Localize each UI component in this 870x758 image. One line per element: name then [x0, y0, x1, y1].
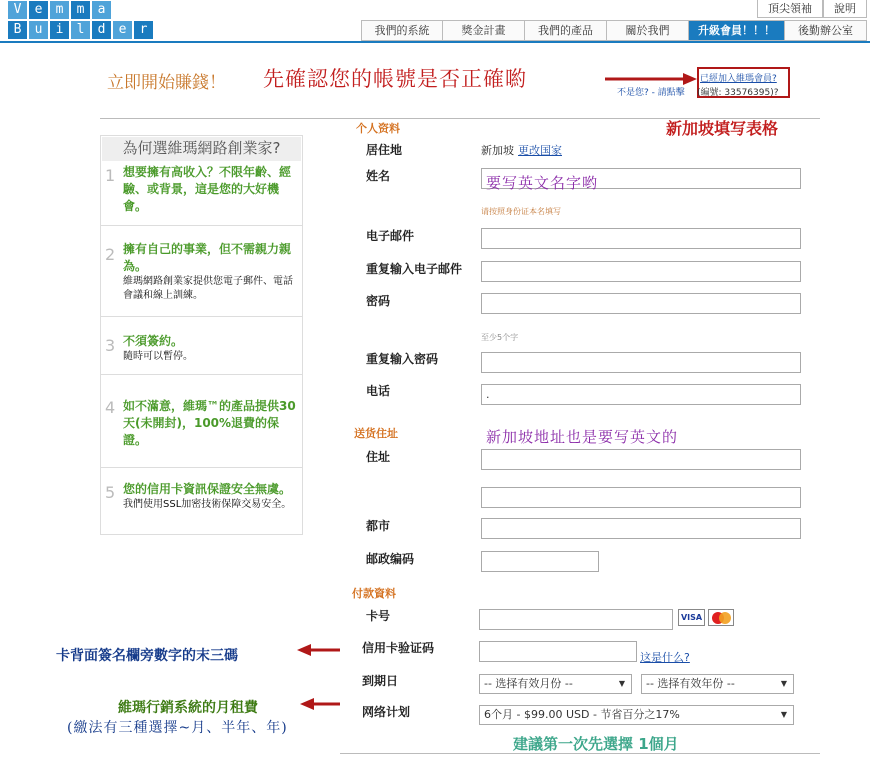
why-item-heading: 不須簽約。: [123, 334, 184, 348]
payment-info-section: 付款資料: [352, 587, 396, 600]
address-line2-input[interactable]: [481, 487, 801, 508]
logo-letter: l: [71, 21, 90, 39]
city-label: 都市: [366, 519, 391, 533]
mastercard-orange-circle: [719, 612, 731, 624]
annotation-first-choice: 建議第一次先選擇 1個月: [513, 735, 679, 753]
password-confirm-input[interactable]: [481, 352, 801, 373]
email-confirm-label: 重复输入电子邮件: [366, 262, 463, 276]
phone-label: 电话: [366, 384, 391, 398]
why-item-heading: 您的信用卡資訊保證安全無虞。: [123, 482, 292, 496]
logo-row-top: [8, 1, 153, 19]
cvv-help-link[interactable]: 这是什么?: [640, 651, 690, 664]
vemma-builder-logo[interactable]: [8, 1, 153, 41]
top-leaders-link[interactable]: 頂尖領袖: [757, 0, 823, 18]
logo-letter: a: [92, 1, 111, 19]
logo-letter: m: [71, 1, 90, 19]
tab-upgrade-membership[interactable]: 升級會員！！！: [689, 20, 785, 41]
start-earning-heading: 立即開始賺錢！: [107, 73, 226, 93]
why-item-number: 5: [105, 483, 116, 502]
name-hint: 请按照身份证本名填写: [481, 207, 561, 216]
zip-label: 邮政编码: [366, 552, 415, 566]
phone-input[interactable]: .: [481, 384, 801, 405]
country-value: 新加坡: [481, 144, 514, 157]
why-item-desc: 我們使用SSL加密技術保障交易安全。: [123, 499, 292, 510]
password-confirm-label: 重复输入密码: [366, 352, 439, 366]
why-item-desc: 維瑪網路創業家提供您電子郵件、電話會議和線上訓練。: [123, 276, 293, 301]
city-input[interactable]: [481, 518, 801, 539]
logo-letter: m: [50, 1, 69, 19]
logo-letter: e: [29, 1, 48, 19]
why-item-heading: 擁有自己的事業，但不需親力親為。: [123, 242, 292, 273]
why-item-number: 3: [105, 336, 116, 355]
why-choose-title: 為何選維瑪網路創業家?: [102, 137, 301, 161]
email-input[interactable]: [481, 228, 801, 249]
password-label: 密码: [366, 294, 391, 308]
logo-letter: r: [134, 21, 153, 39]
utility-links: [757, 0, 867, 18]
tab-our-system[interactable]: 我們的系統: [361, 20, 443, 41]
card-number-label: 卡号: [366, 609, 391, 623]
annotation-card-back-digits: 卡背面簽名欄旁數字的末三碼: [56, 648, 238, 664]
cvv-input[interactable]: [479, 641, 637, 662]
why-choose-panel: [100, 135, 303, 535]
why-item-heading: 想要擁有高收入？不限年齡、經驗、或背景，這是您的大好機會。: [123, 165, 292, 213]
why-item-number: 1: [105, 166, 116, 185]
address-line1-input[interactable]: [481, 449, 801, 470]
expiry-year-select[interactable]: -- 选择有效年份 -- ▼: [641, 674, 794, 694]
expiry-month-select[interactable]: -- 选择有效月份 -- ▼: [479, 674, 632, 694]
annotation-payment-options: (繳法有三種選擇~月、半年、年): [67, 720, 288, 736]
shipping-address-section: 送货住址: [354, 427, 398, 440]
cvv-label: 信用卡验证码: [362, 641, 435, 655]
logo-letter: d: [92, 21, 111, 39]
change-country-link[interactable]: 更改国家: [518, 144, 562, 157]
tab-about-us[interactable]: 關於我們: [607, 20, 689, 41]
account-number: (編號: 33576395)?: [697, 88, 779, 98]
logo-letter: B: [8, 21, 27, 39]
why-item: [101, 318, 302, 375]
mastercard-icon: [708, 609, 734, 626]
annotation-singapore-form: 新加坡填写表格: [666, 119, 779, 138]
email-confirm-input[interactable]: [481, 261, 801, 282]
why-item-number: 2: [105, 245, 116, 264]
tab-back-office[interactable]: 後勤辦公室: [785, 20, 867, 41]
header-divider: [0, 41, 870, 43]
why-item: [101, 162, 302, 226]
main-nav: [361, 20, 867, 41]
tab-our-products[interactable]: 我們的產品: [525, 20, 607, 41]
visa-icon: VISA: [678, 609, 705, 626]
logo-letter: u: [29, 21, 48, 39]
why-item-number: 4: [105, 398, 116, 417]
why-item-heading: 如不滿意，維瑪™的產品提供30天(未開封)，100%退費的保證。: [123, 399, 296, 447]
logo-row-bottom: [8, 21, 153, 39]
annotation-english-address: 新加坡地址也是要写英文的: [486, 428, 679, 446]
card-number-input[interactable]: [479, 609, 673, 630]
name-label: 姓名: [366, 169, 391, 183]
address-label: 住址: [366, 450, 391, 464]
personal-info-section: 个人资料: [356, 122, 400, 135]
help-link[interactable]: 說明: [823, 0, 867, 18]
tab-compensation-plan[interactable]: 獎金計畫: [443, 20, 525, 41]
left-divider: [100, 118, 340, 119]
password-input[interactable]: [481, 293, 801, 314]
logo-letter: V: [8, 1, 27, 19]
why-item-desc: 隨時可以暫停。: [123, 351, 193, 362]
red-arrow-right-icon: [605, 72, 697, 86]
expiry-label: 到期日: [362, 674, 399, 688]
logo-letter: i: [50, 21, 69, 39]
zip-input[interactable]: [481, 551, 599, 572]
already-member-link[interactable]: 已經加入維瑪會員?: [700, 74, 777, 84]
plan-label: 网络计划: [362, 705, 411, 719]
password-hint: 至少5个字: [481, 333, 519, 342]
country-label: 居住地: [366, 143, 403, 157]
red-arrow-left-icon: [297, 643, 342, 657]
annotation-monthly-fee: 維瑪行銷系統的月租費: [118, 700, 258, 716]
annotation-english-name: 要写英文名字哟: [486, 174, 599, 192]
red-arrow-left-icon: [300, 697, 342, 711]
email-label: 电子邮件: [366, 229, 415, 243]
not-me-link[interactable]: 不是您? - 請點擊: [617, 88, 685, 98]
why-item: [101, 227, 302, 317]
annotation-check-account: 先確認您的帳號是否正確喲: [263, 67, 527, 91]
plan-select[interactable]: 6个月 - $99.00 USD - 节省百分之17% ▼: [479, 705, 794, 725]
why-item: [101, 469, 302, 535]
why-item: [101, 376, 302, 468]
logo-letter: e: [113, 21, 132, 39]
